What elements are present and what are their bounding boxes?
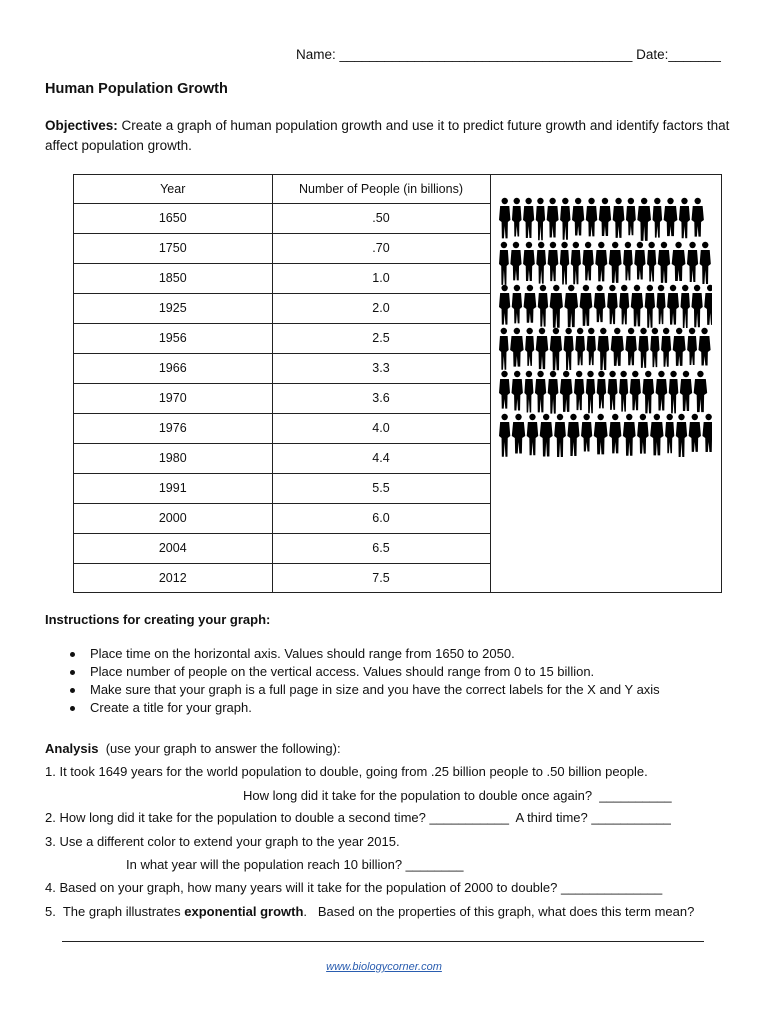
table-row [74, 203, 490, 233]
table-row [74, 533, 490, 563]
person-silhouette [626, 198, 636, 236]
person-silhouette [560, 242, 569, 285]
question-5 [45, 904, 694, 919]
people-cell: 3.6 [272, 383, 490, 413]
person-silhouette [571, 242, 581, 285]
person-silhouette [647, 242, 656, 282]
analysis-intro: (use your graph to answer the following): [98, 741, 341, 756]
person-silhouette [525, 328, 534, 366]
person-silhouette [580, 285, 593, 326]
person-silhouette [550, 328, 562, 370]
question-5-post: . Based on the properties of this graph, what does this term mean? [303, 904, 695, 919]
person-silhouette [575, 328, 585, 365]
person-silhouette [499, 198, 510, 239]
question-5-pre: 5. The graph illustrates [45, 904, 185, 919]
question-5-term: exponential growth [184, 904, 304, 919]
person-silhouette [550, 285, 563, 328]
people-cell: 5.5 [272, 473, 490, 503]
table-row [74, 293, 490, 323]
person-silhouette [597, 371, 606, 409]
person-silhouette [512, 414, 525, 454]
person-silhouette [619, 371, 628, 412]
person-silhouette [687, 242, 698, 282]
footer-link[interactable]: www.biologycorner.com [326, 961, 442, 973]
instruction-item: Place time on the horizontal axis. Values should range from 1650 to 2050. [45, 645, 725, 663]
person-silhouette [536, 198, 545, 240]
person-silhouette [611, 328, 624, 366]
person-silhouette [656, 371, 668, 411]
question-2: 2. How long did it take for the population to double a second time? ___________ A third time? ___________ [45, 810, 671, 825]
person-silhouette [689, 414, 701, 452]
person-silhouette [669, 371, 679, 414]
table-row [74, 503, 490, 533]
header-year: Year [74, 175, 272, 203]
table-row [74, 443, 490, 473]
person-silhouette [597, 328, 609, 370]
person-silhouette [650, 414, 663, 456]
table-row [74, 353, 490, 383]
person-silhouette [564, 328, 574, 370]
table-row [74, 323, 490, 353]
instructions-list [45, 645, 725, 717]
person-silhouette [536, 242, 546, 284]
person-silhouette [524, 285, 537, 323]
year-cell: 1956 [74, 323, 272, 353]
header-people: Number of People (in billions) [272, 175, 490, 203]
year-cell: 2012 [74, 563, 272, 593]
table-header-row [74, 175, 490, 203]
person-silhouette [607, 285, 618, 324]
question-1: 1. It took 1649 years for the world population to double, going from .25 billion people to .50 billion people. [45, 764, 648, 779]
person-silhouette [510, 328, 523, 367]
person-silhouette [587, 328, 596, 365]
analysis-heading [45, 741, 341, 756]
person-silhouette [661, 328, 671, 367]
year-cell: 1966 [74, 353, 272, 383]
person-silhouette [623, 414, 636, 456]
question-3b: In what year will the population reach 10 billion? ________ [126, 857, 464, 872]
person-silhouette [638, 328, 648, 368]
table-row [74, 383, 490, 413]
people-cell: 2.5 [272, 323, 490, 353]
objectives-label: Objectives: [45, 118, 118, 133]
person-silhouette [702, 414, 712, 452]
year-cell: 1976 [74, 413, 272, 443]
person-silhouette [704, 285, 712, 325]
person-silhouette [673, 328, 686, 366]
table-row [74, 473, 490, 503]
person-silhouette [653, 198, 663, 238]
person-silhouette [595, 242, 607, 282]
person-silhouette [609, 242, 622, 283]
person-silhouette [540, 414, 553, 457]
year-cell: 1925 [74, 293, 272, 323]
person-silhouette [691, 285, 702, 327]
person-silhouette [560, 198, 570, 240]
objectives [45, 116, 735, 156]
person-silhouette [538, 285, 548, 327]
instruction-item: Place number of people on the vertical access. Values should range from 0 to 15 billion. [45, 663, 725, 681]
question-3: 3. Use a different color to extend your graph to the year 2015. [45, 834, 400, 849]
person-silhouette [535, 371, 546, 413]
instruction-item: Create a title for your graph. [45, 699, 725, 717]
population-table-frame [73, 174, 722, 593]
person-silhouette [594, 285, 606, 322]
person-silhouette [510, 242, 521, 281]
people-cell: 4.4 [272, 443, 490, 473]
objectives-text: Create a graph of human population growth and use it to predict future growth and identify factors that affect population growth. [45, 118, 730, 153]
year-cell: 2004 [74, 533, 272, 563]
question-4: 4. Based on your graph, how many years will it take for the population of 2000 to double? ______________ [45, 880, 663, 895]
person-silhouette [680, 371, 692, 411]
people-cell: .50 [272, 203, 490, 233]
person-silhouette [637, 198, 651, 241]
answer-line [62, 941, 704, 942]
instructions-heading: Instructions for creating your graph: [45, 612, 271, 627]
person-silhouette [634, 242, 645, 280]
year-cell: 1991 [74, 473, 272, 503]
person-silhouette [664, 198, 678, 236]
person-silhouette [536, 328, 549, 369]
person-silhouette [560, 371, 573, 412]
page-title: Human Population Growth [45, 81, 228, 97]
person-silhouette [625, 328, 636, 366]
person-silhouette [574, 371, 584, 410]
person-silhouette [548, 242, 559, 281]
person-silhouette [680, 285, 689, 328]
person-silhouette [613, 198, 625, 238]
person-silhouette [645, 285, 655, 328]
person-silhouette [687, 328, 697, 365]
person-silhouette [630, 371, 641, 410]
person-silhouette [692, 198, 704, 237]
person-silhouette [581, 414, 592, 452]
person-silhouette [608, 371, 618, 410]
people-cell: 6.0 [272, 503, 490, 533]
person-silhouette [499, 242, 509, 285]
year-cell: 2000 [74, 503, 272, 533]
person-silhouette [548, 371, 559, 414]
person-silhouette [554, 414, 566, 457]
question-1b: How long did it take for the population to double once again? __________ [243, 788, 672, 803]
person-silhouette [582, 242, 593, 281]
person-silhouette [499, 328, 509, 370]
person-silhouette [665, 414, 674, 453]
person-silhouette [586, 371, 595, 413]
analysis-label: Analysis [45, 741, 99, 756]
person-silhouette [564, 285, 578, 327]
person-silhouette [499, 414, 510, 457]
people-cell: 1.0 [272, 263, 490, 293]
person-silhouette [523, 198, 534, 238]
year-cell: 1970 [74, 383, 272, 413]
person-silhouette [594, 414, 608, 455]
person-silhouette [642, 371, 654, 414]
person-silhouette [572, 198, 584, 236]
person-silhouette [698, 328, 710, 366]
people-cell: 4.0 [272, 413, 490, 443]
people-cell: 7.5 [272, 563, 490, 593]
people-cell: 6.5 [272, 533, 490, 563]
person-silhouette [547, 198, 559, 238]
table-row [74, 233, 490, 263]
people-cell: 2.0 [272, 293, 490, 323]
person-silhouette [637, 414, 649, 454]
person-silhouette [694, 371, 708, 412]
crowd-silhouettes-image [497, 197, 712, 461]
people-cell: .70 [272, 233, 490, 263]
year-cell: 1750 [74, 233, 272, 263]
person-silhouette [676, 414, 687, 457]
table-row [74, 563, 490, 593]
person-silhouette [631, 285, 643, 327]
instruction-item: Make sure that your graph is a full page in size and you have the correct labels for the X and Y axis [45, 681, 725, 699]
person-silhouette [512, 285, 522, 324]
person-silhouette [623, 242, 633, 281]
person-silhouette [524, 371, 533, 413]
person-silhouette [657, 285, 666, 324]
person-silhouette [700, 242, 711, 284]
person-silhouette [599, 198, 611, 236]
person-silhouette [499, 285, 510, 325]
person-silhouette [527, 414, 538, 455]
person-silhouette [586, 198, 597, 237]
name-date-line: Name: _______________________________________ Date:_______ [296, 47, 721, 62]
people-cell: 3.3 [272, 353, 490, 383]
person-silhouette [523, 242, 535, 281]
person-silhouette [679, 198, 690, 239]
year-cell: 1980 [74, 443, 272, 473]
population-table [74, 175, 491, 593]
person-silhouette [667, 285, 679, 325]
table-row [74, 413, 490, 443]
person-silhouette [650, 328, 659, 367]
person-silhouette [672, 242, 686, 281]
person-silhouette [619, 285, 629, 325]
year-cell: 1850 [74, 263, 272, 293]
person-silhouette [609, 414, 621, 454]
table-row [74, 263, 490, 293]
person-silhouette [512, 198, 522, 237]
person-silhouette [512, 371, 523, 411]
person-silhouette [567, 414, 579, 456]
year-cell: 1650 [74, 203, 272, 233]
person-silhouette [499, 371, 510, 409]
person-silhouette [658, 242, 670, 283]
